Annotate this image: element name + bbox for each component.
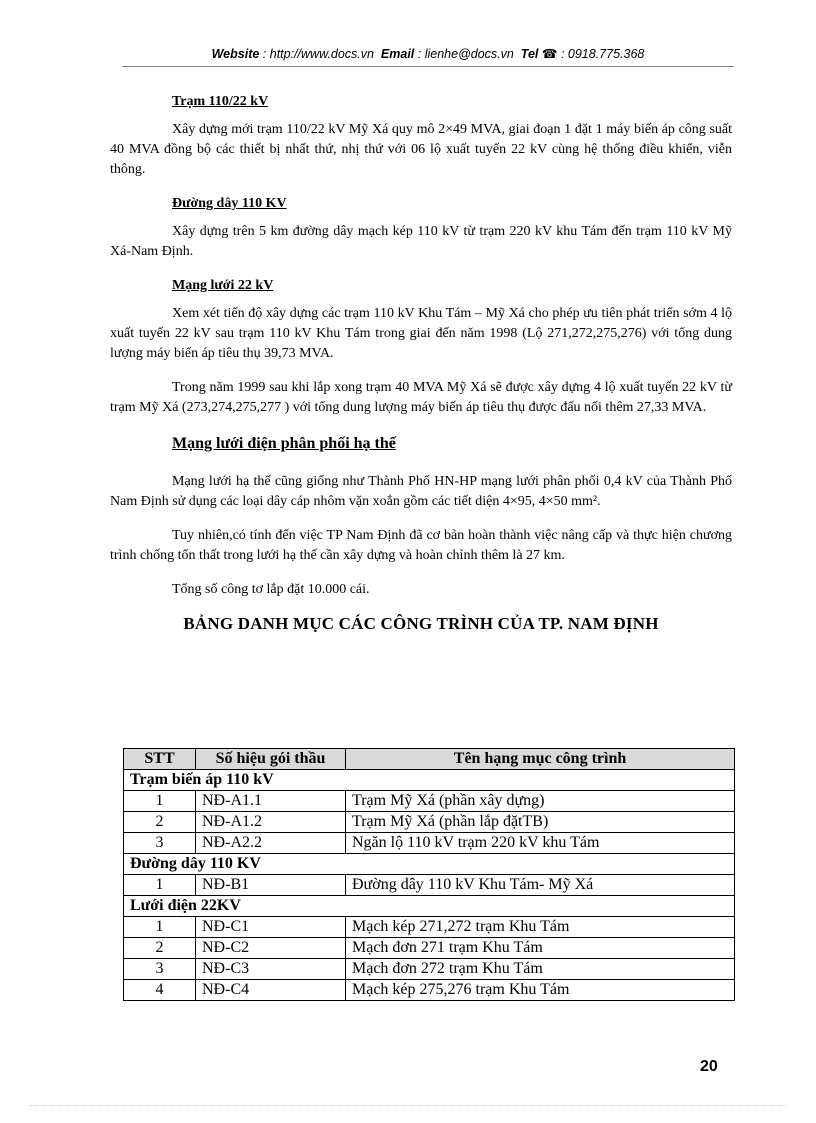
- website-url[interactable]: : http://www.docs.vn: [262, 47, 374, 61]
- project-table: [123, 748, 735, 1001]
- cell-stt: 1: [124, 917, 196, 938]
- section-text-mang-luoi-1: Xem xét tiến độ xây dựng các trạm 110 kV Khu Tám – Mỹ Xá cho phép ưu tiên phát triển sớm 4 lộ xuất tuyến 22 kV sau trạm 110 kV Khu Tám trong giai đến năm 1998 (Lộ 271,272,275,276) với tổng dung lượng máy biến áp tiêu thụ 39,73 MVA.: [110, 306, 732, 361]
- group-label: Đường dây 110 KV: [124, 854, 735, 875]
- cell-item: Trạm Mỹ Xá (phần xây dựng): [346, 791, 735, 812]
- section-text-duong-day: Xây dựng trên 5 km đường dây mạch kép 110 kV từ trạm 220 kV khu Tám đến trạm 110 kV Mỹ Xá-Nam Định.: [110, 224, 732, 259]
- cell-item: Mạch đơn 272 trạm Khu Tám: [346, 959, 735, 980]
- group-label: Trạm biến áp 110 kV: [124, 770, 735, 791]
- section-title-mang-luoi: Mạng lưới 22 kV: [172, 278, 274, 293]
- cell-package: NĐ-A1.1: [196, 791, 346, 812]
- cell-package: NĐ-C2: [196, 938, 346, 959]
- table-row: [124, 875, 735, 896]
- section-title-duong-day: Đường dây 110 KV: [172, 196, 287, 211]
- cell-package: NĐ-C4: [196, 980, 346, 1001]
- page-number: 20: [700, 1058, 718, 1075]
- header-divider: [122, 66, 734, 67]
- cell-package: NĐ-B1: [196, 875, 346, 896]
- table-row: [124, 812, 735, 833]
- tel-label: Tel: [520, 47, 539, 61]
- header-item-name: Tên hạng mục công trình: [346, 749, 735, 770]
- group-label: Lưới điện 22KV: [124, 896, 735, 917]
- table-row: [124, 791, 735, 812]
- cell-item: Trạm Mỹ Xá (phần lắp đặtTB): [346, 812, 735, 833]
- page-header: [122, 46, 734, 61]
- table-header-row: [124, 749, 735, 770]
- cell-package: NĐ-C1: [196, 917, 346, 938]
- website-label: Website: [211, 47, 260, 61]
- group-row: [124, 770, 735, 791]
- phone-icon: ☎: [541, 47, 558, 61]
- section-text-mang-luoi-2: Trong năm 1999 sau khi lắp xong trạm 40 MVA Mỹ Xá sẽ được xây dựng 4 lộ xuất tuyến 22 kV từ trạm Mỹ Xá (273,274,275,277 ) với tổng dung lượng máy biến áp tiêu thụ được đấu nối thêm 27,33 MVA.: [110, 380, 732, 415]
- cell-package: NĐ-C3: [196, 959, 346, 980]
- cell-item: Mạch đơn 271 trạm Khu Tám: [346, 938, 735, 959]
- cell-item: Mạch kép 271,272 trạm Khu Tám: [346, 917, 735, 938]
- cell-stt: 1: [124, 791, 196, 812]
- cell-item: Mạch kép 275,276 trạm Khu Tám: [346, 980, 735, 1001]
- cell-stt: 3: [124, 833, 196, 854]
- footer-divider: [30, 1105, 786, 1106]
- section-title-ha-the: Mạng lưới điện phân phối hạ thế: [172, 435, 396, 452]
- cell-package: NĐ-A1.2: [196, 812, 346, 833]
- section-text-ha-the-1: Mạng lưới hạ thế cũng giống như Thành Phố HN-HP mạng lưới phân phối 0,4 kV của Thành Phố Nam Định sử dụng các loại dây cáp nhôm vặn xoắn gồm các tiết diện 4×95, 4×50 mm².: [110, 474, 732, 509]
- table-row: [124, 833, 735, 854]
- tel-value: : 0918.775.368: [560, 47, 645, 61]
- section-text-ha-the-2: Tuy nhiên,có tính đến việc TP Nam Định đã cơ bản hoàn thành việc nâng cấp và thực hiện chương trình chống tổn thất trong lưới hạ thế cần xây dựng và hoàn chỉnh thêm là 27 km.: [110, 528, 732, 563]
- group-row: [124, 896, 735, 917]
- cell-stt: 1: [124, 875, 196, 896]
- email-value[interactable]: : lienhe@docs.vn: [417, 47, 514, 61]
- email-label: Email: [380, 47, 415, 61]
- cell-package: NĐ-A2.2: [196, 833, 346, 854]
- table-row: [124, 938, 735, 959]
- section-text-ha-the-3: Tổng số công tơ lắp đặt 10.000 cái.: [172, 582, 370, 597]
- header-stt: STT: [124, 749, 196, 770]
- group-row: [124, 854, 735, 875]
- cell-stt: 2: [124, 812, 196, 833]
- document-body: [110, 92, 732, 646]
- table-row: [124, 917, 735, 938]
- cell-item: Đường dây 110 kV Khu Tám- Mỹ Xá: [346, 875, 735, 896]
- table-title: BẢNG DANH MỤC CÁC CÔNG TRÌNH CỦA TP. NAM ĐỊNH: [183, 614, 659, 633]
- cell-stt: 2: [124, 938, 196, 959]
- cell-item: Ngăn lộ 110 kV trạm 220 kV khu Tám: [346, 833, 735, 854]
- table-row: [124, 959, 735, 980]
- section-title-tram: Trạm 110/22 kV: [172, 94, 269, 109]
- cell-stt: 4: [124, 980, 196, 1001]
- header-package: Số hiệu gói thầu: [196, 749, 346, 770]
- section-text-tram: Xây dựng mới trạm 110/22 kV Mỹ Xá quy mô 2×49 MVA, giai đoạn 1 đặt 1 máy biến áp công suất 40 MVA đồng bộ các thiết bị nhất thứ, nhị thứ với 06 lộ xuất tuyến 22 kV cùng hệ thống điều khiển, viễn thông.: [110, 122, 732, 177]
- cell-stt: 3: [124, 959, 196, 980]
- table-row: [124, 980, 735, 1001]
